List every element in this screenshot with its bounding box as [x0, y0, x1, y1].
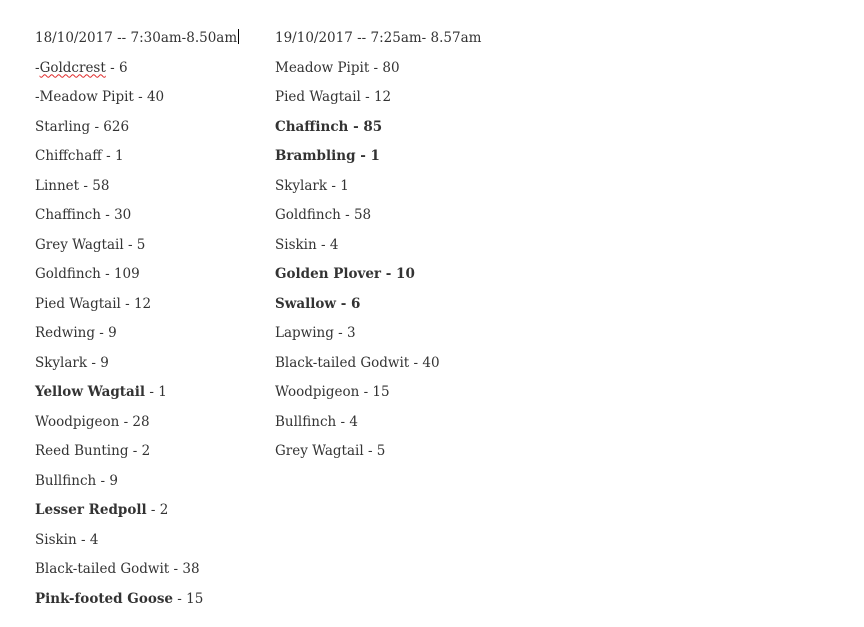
species-count: - 9	[95, 325, 117, 341]
species-count: - 1	[101, 148, 124, 164]
dash-prefix: -	[35, 59, 40, 76]
species-name: Bullfinch	[35, 472, 97, 489]
species-line[interactable]	[275, 59, 481, 89]
species-line[interactable]	[275, 442, 481, 472]
species-count: - 1	[327, 177, 349, 194]
species-count: - 15	[359, 384, 390, 400]
species-name: Brambling	[275, 148, 356, 164]
species-name: Chaffinch	[35, 207, 101, 223]
species-name: Skylark	[275, 177, 328, 194]
species-count: - 28	[119, 413, 150, 430]
species-count: - 12	[120, 295, 152, 312]
date-time-header[interactable]	[35, 29, 239, 59]
species-line[interactable]	[35, 206, 239, 236]
species-name: Black-tailed Godwit	[35, 561, 170, 577]
species-name: Woodpigeon	[35, 413, 120, 430]
species-count: - 109	[100, 266, 140, 282]
species-count: - 6	[105, 59, 128, 76]
species-line[interactable]	[35, 560, 239, 590]
sighting-column-19-10-2017	[275, 29, 481, 472]
sighting-column-18-10-2017	[35, 29, 239, 619]
species-count: - 40	[409, 354, 440, 371]
species-line[interactable]	[35, 324, 239, 354]
text-cursor	[238, 29, 239, 44]
species-line-bold[interactable]	[275, 147, 481, 177]
species-count: - 626	[90, 118, 130, 135]
species-line[interactable]	[275, 324, 481, 354]
species-line[interactable]	[35, 265, 239, 295]
species-line[interactable]	[35, 383, 239, 413]
species-name: Starling	[35, 118, 91, 135]
species-count: - 5	[363, 443, 386, 459]
species-name: Chiffchaff	[35, 148, 102, 164]
species-line[interactable]	[35, 590, 239, 620]
species-name: Lapwing	[275, 325, 334, 341]
species-count: - 10	[381, 266, 415, 282]
species-line[interactable]	[275, 354, 481, 384]
species-count: - 4	[76, 531, 99, 548]
species-line[interactable]	[275, 413, 481, 443]
species-name-bold: Lesser Redpoll	[35, 502, 147, 518]
species-line[interactable]	[275, 206, 481, 236]
species-count: - 2	[146, 502, 169, 518]
species-name-bold: Yellow Wagtail	[35, 384, 146, 400]
species-name: Swallow	[275, 295, 337, 312]
header-text: 19/10/2017 -- 7:25am- 8.57am	[275, 30, 482, 46]
species-name: Grey Wagtail	[275, 443, 364, 459]
species-name: Meadow Pipit	[275, 59, 370, 76]
species-count: - 3	[333, 325, 356, 341]
species-line[interactable]	[35, 531, 239, 561]
species-name: Reed Bunting	[35, 443, 129, 459]
species-name: Goldfinch	[275, 207, 341, 223]
species-line[interactable]	[275, 236, 481, 266]
species-line[interactable]	[35, 413, 239, 443]
species-line[interactable]	[35, 118, 239, 148]
species-line-bold[interactable]	[275, 118, 481, 148]
species-name: Pied Wagtail	[35, 295, 121, 312]
species-name: Golden Plover	[275, 266, 382, 282]
misspelled-word-goldcrest[interactable]: Goldcrest	[39, 59, 106, 76]
species-name: Chaffinch	[275, 118, 349, 135]
species-count: - 9	[87, 354, 109, 371]
species-name: Goldfinch	[35, 266, 101, 282]
species-count: - 40	[133, 89, 165, 105]
species-count: - 58	[340, 207, 372, 223]
species-name: Linnet	[35, 177, 80, 194]
species-count: - 38	[169, 561, 200, 577]
species-line-bold[interactable]	[275, 265, 481, 295]
species-name: Siskin	[35, 531, 77, 548]
species-line[interactable]	[275, 88, 481, 118]
species-line[interactable]	[35, 177, 239, 207]
species-line-goldcrest[interactable]	[35, 59, 239, 89]
species-line[interactable]	[275, 383, 481, 413]
species-count: - 15	[173, 590, 204, 607]
species-name: Bullfinch	[275, 413, 337, 430]
species-name: Redwing	[35, 325, 96, 341]
species-line[interactable]	[35, 354, 239, 384]
species-name: Woodpigeon	[275, 384, 360, 400]
species-count: - 85	[348, 118, 383, 135]
species-count: - 80	[369, 59, 400, 76]
species-line[interactable]	[35, 88, 239, 118]
species-count: - 9	[96, 472, 118, 489]
species-line[interactable]	[35, 442, 239, 472]
species-count: - 4	[336, 413, 358, 430]
species-name-bold: Pink-footed Goose	[35, 590, 174, 607]
species-name: Skylark	[35, 354, 88, 371]
species-count: - 58	[79, 177, 110, 194]
species-name: Pied Wagtail	[275, 89, 361, 105]
species-count: - 12	[360, 89, 392, 105]
species-name: -Meadow Pipit	[35, 89, 134, 105]
species-line[interactable]	[35, 472, 239, 502]
species-line[interactable]	[35, 236, 239, 266]
species-line[interactable]	[275, 177, 481, 207]
species-line[interactable]	[35, 147, 239, 177]
species-count: - 30	[100, 207, 132, 223]
species-name: Black-tailed Godwit	[275, 354, 410, 371]
species-line[interactable]	[35, 295, 239, 325]
species-count: - 1	[355, 148, 380, 164]
date-time-header[interactable]	[275, 29, 481, 59]
header-text: 18/10/2017 -- 7:30am-8.50am	[35, 30, 238, 46]
species-count: - 5	[123, 236, 146, 253]
species-count: - 1	[145, 384, 167, 400]
species-name: Siskin	[275, 236, 317, 253]
species-name: Grey Wagtail	[35, 236, 124, 253]
species-count: - 2	[128, 443, 151, 459]
species-line[interactable]	[35, 501, 239, 531]
species-line-bold[interactable]	[275, 295, 481, 325]
species-count: - 4	[316, 236, 339, 253]
species-count: - 6	[336, 295, 361, 312]
